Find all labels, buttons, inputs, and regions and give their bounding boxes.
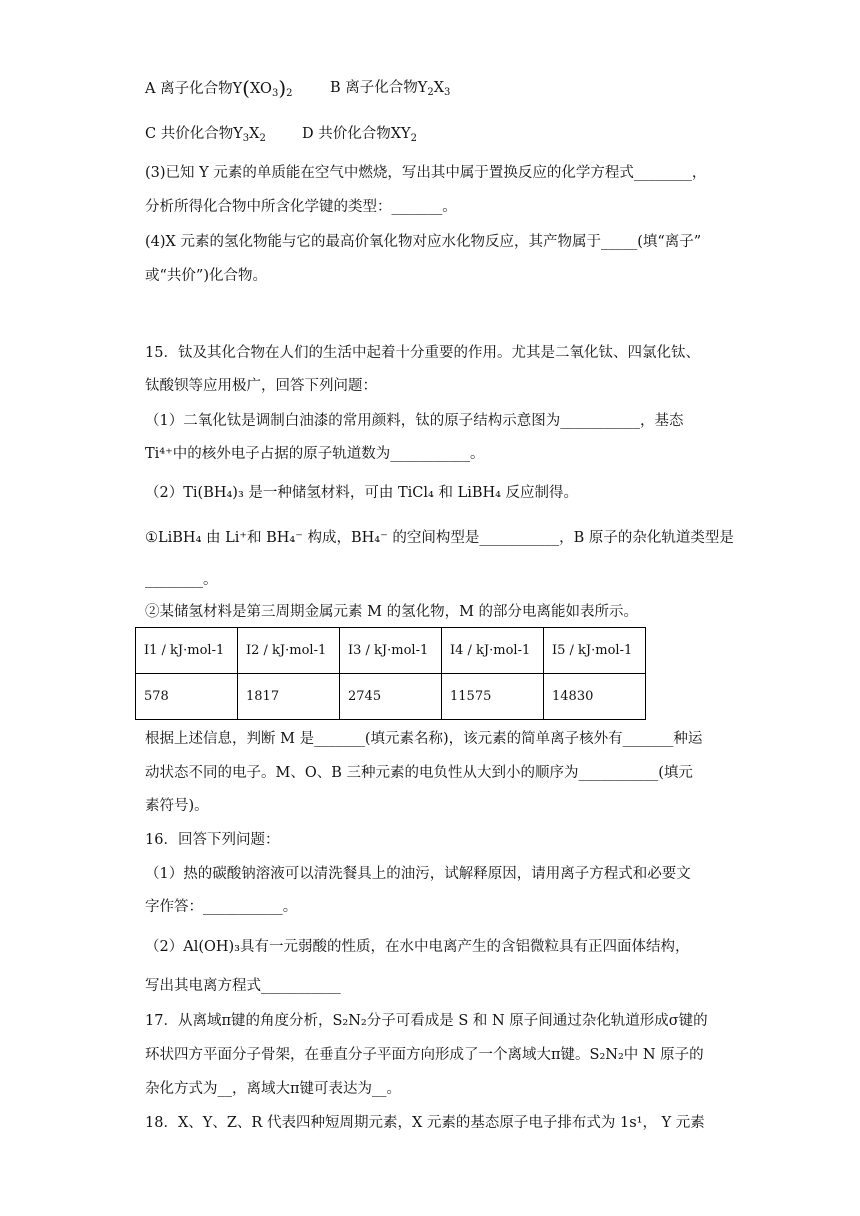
option-a-label: A 离子化合物 bbox=[145, 81, 233, 97]
table-cell: 11575 bbox=[442, 674, 544, 720]
q15-part2-line3: ________。 bbox=[145, 572, 218, 588]
option-b bbox=[330, 78, 450, 103]
option-d bbox=[302, 124, 417, 149]
q16-part1-line2: 字作答：___________。 bbox=[145, 899, 298, 915]
q16-part2-line1: （2）Al(OH)₃具有一元弱酸的性质，在水中电离产生的含铝微粒具有正四面体结构， bbox=[145, 939, 690, 955]
option-a-formula: $Y(XO_3)_2$ bbox=[232, 76, 293, 100]
q16-title: 16．回答下列问题： bbox=[145, 832, 280, 848]
option-c bbox=[145, 124, 266, 149]
q14-part4-line2: 或“共价”)化合物。 bbox=[145, 268, 267, 284]
table-row bbox=[136, 674, 646, 720]
table-cell: 2745 bbox=[340, 674, 442, 720]
q15-part2-line4: ②某储氢材料是第三周期金属元素 M 的氢化物，M 的部分电离能如表所示。 bbox=[145, 604, 639, 620]
table-header-cell: I3 / kJ·mol-1 bbox=[340, 628, 442, 674]
table-cell: 578 bbox=[136, 674, 238, 720]
option-d-label: D 共价化合物 bbox=[302, 126, 391, 142]
table-header-cell: I5 / kJ·mol-1 bbox=[544, 628, 646, 674]
q18-line1: 18．X、Y、Z、R 代表四种短周期元素，X 元素的基态原子电子排布式为 1s¹， Y 元素 bbox=[145, 1115, 705, 1131]
table-header-row bbox=[136, 628, 646, 674]
option-c-label: C 共价化合物 bbox=[145, 126, 234, 142]
q14-part3-line1: (3)已知 Y 元素的单质能在空气中燃烧，写出其中属于置换反应的化学方程式________， bbox=[145, 165, 707, 181]
q17-line1: 17．从离域π键的角度分析，S₂N₂分子可看成是 S 和 N 原子间通过杂化轨道形成σ键的 bbox=[145, 1013, 708, 1029]
q14-part4-line1: (4)X 元素的氢化物能与它的最高价氧化物对应水化物反应，其产物属于_____(填“离子” bbox=[145, 234, 702, 250]
q15-after-line2: 动状态不同的电子。M、O、B 三种元素的电负性从大到小的顺序为___________(填元 bbox=[145, 765, 693, 781]
q15-part2-line1: （2）Ti(BH₄)₃ 是一种储氢材料，可由 TiCl₄ 和 LiBH₄ 反应制得。 bbox=[145, 485, 579, 501]
q15-part1-line2: Ti⁴⁺中的核外电子占据的原子轨道数为___________。 bbox=[145, 446, 485, 462]
option-a bbox=[145, 78, 293, 104]
q17-line2: 环状四方平面分子骨架，在垂直分子平面方向形成了一个离域大π键。S₂N₂中 N 原子的 bbox=[145, 1047, 704, 1063]
q15-part1-line1: （1）二氧化钛是调制白油漆的常用颜料，钛的原子结构示意图为___________，基态 bbox=[145, 413, 684, 429]
table-cell: 14830 bbox=[544, 674, 646, 720]
table-header-cell: I1 / kJ·mol-1 bbox=[136, 628, 238, 674]
option-d-formula: $XY_2$ bbox=[390, 126, 418, 144]
option-b-label: B 离子化合物 bbox=[330, 80, 418, 96]
q14-part3-line2: 分析所得化合物中所含化学键的类型：_______。 bbox=[145, 199, 457, 215]
option-c-formula: $Y_3X_2$ bbox=[233, 126, 266, 144]
q15-after-line3: 素符号)。 bbox=[145, 798, 209, 814]
q15-intro-line2: 钛酸钡等应用极广，回答下列问题： bbox=[145, 378, 377, 394]
option-b-formula: $Y_2X_3$ bbox=[417, 80, 451, 98]
table-cell: 1817 bbox=[238, 674, 340, 720]
table-header-cell: I2 / kJ·mol-1 bbox=[238, 628, 340, 674]
q15-after-line1: 根据上述信息，判断 M 是_______(填元素名称)，该元素的简单离子核外有_______种运 bbox=[145, 731, 703, 747]
q15-part2-line2: ①LiBH₄ 由 Li⁺和 BH₄⁻ 构成，BH₄⁻ 的空间构型是___________，B 原子的杂化轨道类型是 bbox=[145, 530, 734, 546]
q15-intro-line1: 15．钛及其化合物在人们的生活中起着十分重要的作用。尤其是二氧化钛、四氯化钛、 bbox=[145, 345, 700, 361]
q17-line3: 杂化方式为__，离域大π键可表达为__。 bbox=[145, 1081, 402, 1097]
q16-part2-line2: 写出其电离方程式___________ bbox=[145, 978, 341, 994]
ionization-energy-table bbox=[135, 627, 646, 720]
table-header-cell: I4 / kJ·mol-1 bbox=[442, 628, 544, 674]
q16-part1-line1: （1）热的碳酸钠溶液可以清洗餐具上的油污，试解释原因，请用离子方程式和必要文 bbox=[145, 866, 691, 882]
